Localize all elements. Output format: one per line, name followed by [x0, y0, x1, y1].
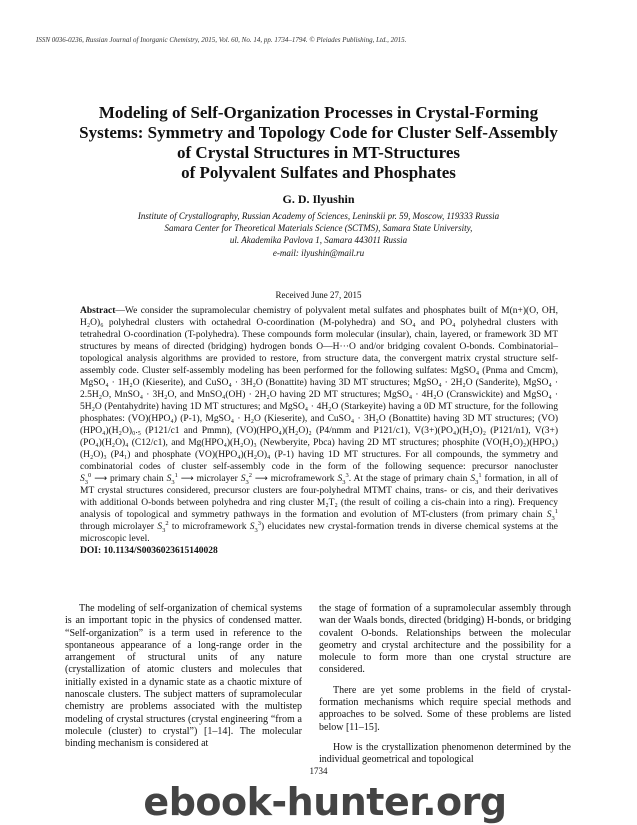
body-paragraph: The modeling of self-organization of chemical systems is an important topic in the physics of condensed matter. “Self-organization” is a term used in reference to the spontaneous appearance of a long-range order in the arrangement of structural units of any nature (crystallization of atomic clusters and molecules that initially existed in a dynamic state as a chaotic mixture of nanoscale clusters. The subject matters of supramolecular chemistry are problems associated with the multistep modeling of crystal structures (crystal engineering “from a molecule (cluster) to crystal”) [1–14]. The molecular binding mechanism is considered at: [65, 603, 302, 750]
assembly-sequence: $S_3^0$ ⟶ primary chain $S_3^1$ ⟶ microlayer $S_3^2$ ⟶ microframework $S_3^3$: [80, 471, 349, 486]
arrow-icon: ⟶: [180, 474, 194, 484]
arrow-icon: ⟶: [94, 474, 108, 484]
paper-title: [40, 103, 597, 183]
affiliation-line: Institute of Crystallography, Russian Academy of Sciences, Leninskii pr. 59, Moscow, 119333 Russia: [137, 211, 500, 221]
abstract-part: —We consider the supramolecular chemistry of polyvalent metal sulfates and phosphates built of M(n+)(O, OH, H₂O)₆ polyhedral clusters with octahedral O-coordination (M-polyhedra) and SO₄ and PO₄ polyhedral clusters with tetrahedral O-coordination (T-polyhedra). These compounds form molecular (insular), chain, layered, or framework 3D MT structures by means of directed (bridging) hydrogen bonds O—H···O and/or bridging covalent O-bonds. Combinatorial–topological analysis algorithms are provided to restore, from structure data, the convergent matrix crystal structure self-assembly code. Cluster self-assembly modeling has been performed for the following sulfates: MgSO₄ (Pnma and Cmcm), MgSO₄ · 1H₂O (Kieserite), and CuSO₄ · 3H₂O (Bonattite) having 3D MT structures; MgSO₄ · 2H₂O (Sanderite), MgSO₄ · 2.5H₂O, MnSO₄ · 3H₂O, and MnSO₄(OH) · 2H₂O having 2D MT structures; MgSO₄ · 4H₂O (Cranswickite) and MgSO₄ · 5H₂O (Pentahydrite) having 1D MT structures; and MgSO₄ · 4H₂O (Starkeyite) having a 0D MT structure, for the following phosphates: (VO)(HPO₄) (P-1), MgSO₄ · H₂O (Kieserite), and CuSO₄ · 3H₂O (Bonattite) having 3D MT structures; (VO)(HPO₄)(H₂O)₀.₅ (P121/c1 and Pmmn), (VO)(HPO₄)(H₂O)₂ (P4/nmm and P121/c1), V(3+)(PO₄)(H₂O)₂ (P121/n1), V(3+)(PO₄)(H₂O)₄ (C12/c1), and Mg(HPO₄)(H₂O)₃ (Newberyite, Pbca) having 2D MT structures; phosphite (VO(H₂O)₂)(HPO₃)(H₂O)₃ (P4₁) and phosphate (VO)(HPO₄)(H₂O)₄ (P-1) having 1D MT structures. For all compounds, the symmetry and combinatorial codes of cluster self-assembly code in the form of the following sequence: precursor nanocluster: [80, 306, 558, 472]
abstract-part: formation, in all of MT crystal structures considered, precursor clusters are four-polyhedral MTMT chains, trans- or cis, and their derivatives with additional O-bonds between polyhedra and ring cluster M₂T₂ (the result of coiling a cis-chain into a ring). Frequency analysis of topological and symmetry pathways in the formation and evolution of MT-clusters (from primary chain: [80, 474, 558, 520]
body-column-left: [65, 603, 302, 759]
body-paragraph: There are yet some problems in the field of crystal-formation mechanisms which require special methods and approaches to be solved. Some of these problems are listed below [11–15].: [319, 684, 571, 733]
body-column-right: [319, 603, 571, 775]
received-date: Received June 27, 2015: [275, 290, 362, 300]
email-line: e-mail: ilyushin@mail.ru: [272, 247, 365, 258]
title-line: of Crystal Structures in MT-Structures: [177, 143, 460, 162]
abstract-part: . At the stage of primary chain: [348, 474, 471, 484]
doi: DOI: 10.1134/S0036023615140028: [80, 546, 218, 556]
arrow-icon: ⟶: [254, 474, 268, 484]
affiliation-line: Samara Center for Theoretical Materials Science (SCTMS), Samara State University,: [164, 223, 473, 234]
affiliation-line: ul. Akademika Pavlova 1, Samara 443011 Russia: [229, 235, 408, 246]
journal-header: ISSN 0036-0236, Russian Journal of Inorganic Chemistry, 2015, Vol. 60, No. 14, pp. 1734–1794. © Pleiades Publishing, Ltd., 2015.: [36, 36, 407, 44]
title-line: Systems: Symmetry and Topology Code for Cluster Self-Assembly: [79, 123, 558, 142]
body-paragraph: How is the crystallization phenomenon determined by the individual geometrical and topological: [319, 741, 571, 766]
abstract-label: Abstract: [80, 306, 116, 316]
author-name: G. D. Ilyushin: [282, 192, 355, 206]
abstract: [80, 305, 558, 557]
affiliation: [60, 210, 577, 259]
body-paragraph: the stage of formation of a supramolecular assembly through wan der Waals bonds, directed (bridging) H-bonds, or bridging covalent O-bonds. Relationships between the molecular geometry and crystal architecture and the possibility for a molecule to form more than one crystal structure are considered.: [319, 603, 571, 676]
title-line: Modeling of Self-Organization Processes in Crystal-Forming: [98, 103, 539, 122]
watermark-text: ebook-hunter.org: [143, 780, 507, 824]
abstract-text: Abstract—We consider the supramolecular chemistry of polyvalent metal sulfates and phosphates built of M(n+)(O, OH, H₂O)₆ polyhedral clusters with octahedral O-coordination (M-polyhedra) and SO₄ and PO₄ polyhedral clusters with tetrahedral O-coordination (T-polyhedra). These compounds form molecular (insular), chain, layered, or framework 3D MT structures by means of directed (bridging) hydrogen bonds O—H···O and/or bridging covalent O-bonds. Combinatorial–topological analysis algorithms are provided to restore, from structure data, the convergent matrix crystal structure self-assembly code. Cluster self-assembly modeling has been performed for the following sulfates: MgSO₄ (Pnma and Cmcm), MgSO₄ · 1H₂O (Kieserite), and CuSO₄ · 3H₂O (Bonattite) having 3D MT structures; MgSO₄ · 2H₂O (Sanderite), MgSO₄ · 2.5H₂O, MnSO₄ · 3H₂O, and MnSO₄(OH) · 2H₂O having 2D MT structures; MgSO₄ · 4H₂O (Cranswickite) and MgSO₄ · 5H₂O (Pentahydrite) having 1D MT structures; and MgSO₄ · 4H₂O (Starkeyite) having a 0D MT structure, for the following phosphates: (VO)(HPO₄) (P-1), MgSO₄ · H₂O (Kieserite), and CuSO₄ · 3H₂O (Bonattite) having 3D MT structures; (VO)(HPO₄)(H₂O)₀.₅ (P121/c1 and Pmmn), (VO)(HPO₄)(H₂O)₂ (P4/nmm and P121/c1), V(3+)(PO₄)(H₂O)₂ (P121/n1), V(3+)(PO₄)(H₂O)₄ (C12/c1), and Mg(HPO₄)(H₂O)₃ (Newberyite, Pbca) having 2D MT structures; phosphite (VO(H₂O)₂)(HPO₃)(H₂O)₃ (P4₁) and phosphate (VO)(HPO₄)(H₂O)₄ (P-1) having 1D MT structures. For all compounds, the symmetry and combinatorial codes of cluster self-assembly code in the form of the following sequence: precursor nanocluster $S_3^0$ ⟶ primary chain $S_3^1$ ⟶ microlayer $S_3^2$ ⟶ microframework $S_3^3$. At the stage of primary chain $S_3^1$ formation, in all of MT crystal structures considered, precursor clusters are four-polyhedral MTMT chains, trans- or cis, and their derivatives with additional O-bonds between polyhedra and ring cluster M₂T₂ (the result of coiling a cis-chain into a ring). Frequency analysis of topological and symmetry pathways in the formation and evolution of MT-clusters (from primary chain $S_3^1$ through microlayer $S_3^2$ to microframework $S_3^3$) elucidates new crystal-formation trends in diverse chemical systems at the microscopic level.: [80, 306, 559, 544]
abstract-part: ) elucidates new crystal-formation trends in diverse chemical systems at the microscopic level.: [80, 522, 559, 544]
title-line: of Polyvalent Sulfates and Phosphates: [181, 163, 456, 182]
page-number: 1734: [309, 766, 328, 776]
